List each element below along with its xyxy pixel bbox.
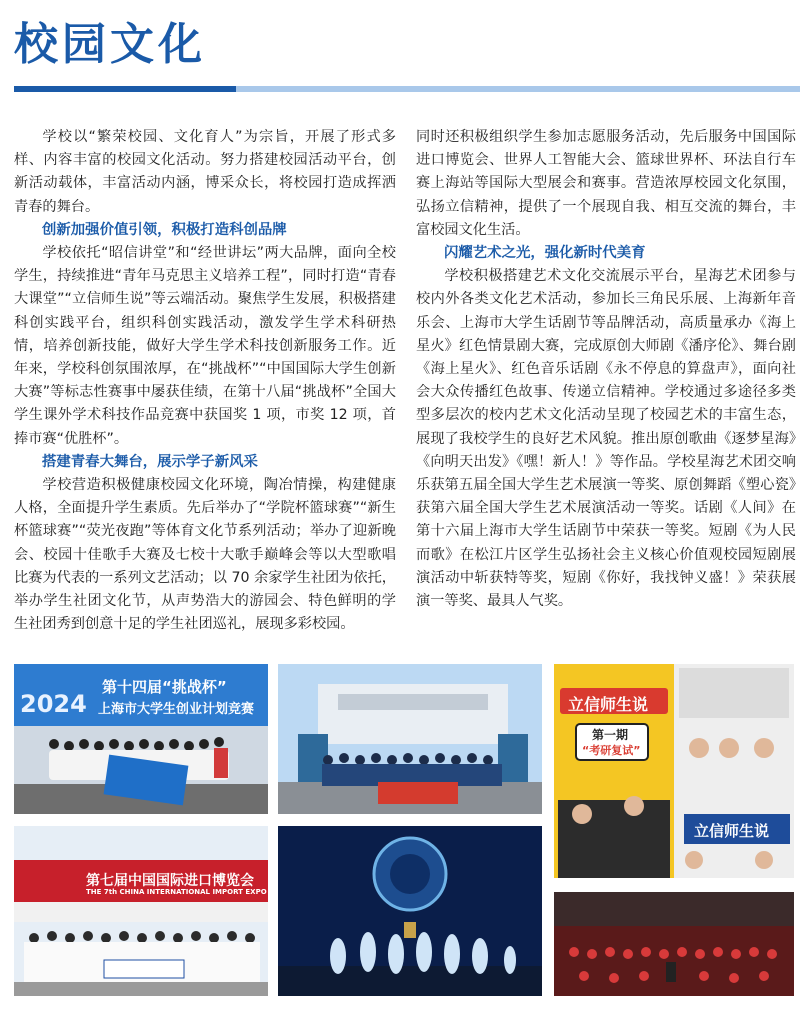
photo4-expo-en: THE 7th CHINA INTERNATIONAL IMPORT EXPO: [86, 888, 267, 896]
photo1-line1: 第十四届“挑战杯”: [102, 678, 227, 696]
section3-heading: 闪耀艺术之光，强化新时代美育: [444, 245, 646, 262]
photo-orchestra: [554, 892, 794, 996]
photo3-episode: 第一期: [592, 728, 629, 742]
page-title: 校园文化: [14, 19, 206, 70]
continued-paragraph: 同时还积极组织学生参加志愿服务活动，先后服务中国国际进口博览会、世界人工智能大会、篮球世界杯、环法自行车赛上海站等国际大型展会和赛事。营造浓厚校园文化氛围，弘扬立信精神，提供了一个展现自我、相互交流的舞台，丰富校园文化生活。: [416, 129, 796, 238]
photo-challenge-cup: [14, 664, 268, 814]
section1-paragraph: 学校依托“昭信讲堂”和“经世讲坛”两大品牌，面向全校学生，持续推进“青年马克思主义培养工程”，同时打造“青春大课堂”“立信师生说”等云端活动。聚焦学生发展，积极搭建科创实践平台，组织科创实践活动，激发学生学术科研热情，培养创新技能，做好大学生学术科技创新服务工作。近年来，学校科创氛围浓厚，在“挑战杯”“中国国际大学生创新大赛”等标志性赛事中屡获佳绩，在第十八届“挑战杯”全国大学生课外学术科技作品竞赛中获国奖 1 项，市奖 12 项，首捧市赛“优胜杯”。: [14, 245, 396, 447]
right-column: [416, 126, 796, 613]
title-rule-light: [236, 86, 800, 92]
intro-paragraph: 学校以“繁荣校园、文化育人”为宗旨，开展了形式多样、内容丰富的校园文化活动。努力搭建校园活动平台，创新活动载体，丰富活动内涵，博采众长，将校园打造成挥洒青春的舞台。: [14, 129, 396, 215]
section1-heading: 创新加强价值引领，积极打造科创品牌: [42, 221, 287, 238]
title-rule-dark: [14, 86, 236, 92]
section2-heading: 搭建青春大舞台，展示学子新风采: [42, 453, 258, 470]
photo3-title: 立信师生说: [568, 695, 649, 714]
section2-paragraph: 学校营造积极健康校园文化环境，陶冶情操，构建健康人格，全面提升学生素质。先后举办了“学院杯篮球赛”“新生杯篮球赛”“荧光夜跑”等体育文化节系列活动；举办了迎新晚会、校园十佳歌手大赛及七校十大歌手巅峰会等以大型歌唱比赛为代表的一系列文艺活动；以 70 余家学生社团为依托，举办学生社团文化节，从声势浩大的游园会、特色鲜明的学生社团秀到创意十足的学生社团巡礼，展现多彩校园。: [14, 477, 396, 633]
photo-lixin-talk-poster: [554, 664, 794, 878]
photo-import-expo: [14, 826, 268, 996]
photo4-expo-cn: 第七届中国国际进口博览会: [86, 873, 254, 889]
photo3-topic: “考研复试”: [582, 744, 641, 757]
photo-volunteers: [278, 664, 542, 814]
photo3-bottom-title: 立信师生说: [694, 822, 770, 840]
photo1-year: 2024: [20, 690, 87, 718]
section3-paragraph: 学校积极搭建艺术文化交流展示平台，星海艺术团参与校内外各类文化艺术活动，参加长三角民乐展、上海新年音乐会、上海市大学生话剧节等品牌活动，高质量承办《海上星火》红色情景剧大赛，完成原创大师剧《潘序伦》、舞台剧《海上星火》、红色音乐话剧《永不停息的算盘声》，面向社会大众传播红色故事、传递立信精神。学校通过多途径多类型多层次的校内艺术文化活动呈现了校园艺术的丰富生态，展现了我校学生的良好艺术风貌。推出原创歌曲《逐梦星海》《向明天出发》《嘿！新人！》等作品。学校星海艺术团交响乐获第五届全国大学生艺术展演一等奖、原创舞蹈《塑心瓷》获第六届全国大学生艺术展演活动一等奖。话剧《人间》在第十六届上海市大学生话剧节中荣获一等奖。短剧《为人民而歌》在松江片区学生弘扬社会主义核心价值观校园短剧展演活动中斩获特等奖，短剧《你好，我找钟义盛！》荣获展演一等奖、最具人气奖。: [416, 268, 796, 610]
title-rule: [14, 86, 800, 92]
photo-dance-performance: [278, 826, 542, 996]
left-column: [14, 126, 396, 636]
photo1-line2: 上海市大学生创业计划竞赛: [98, 702, 255, 717]
